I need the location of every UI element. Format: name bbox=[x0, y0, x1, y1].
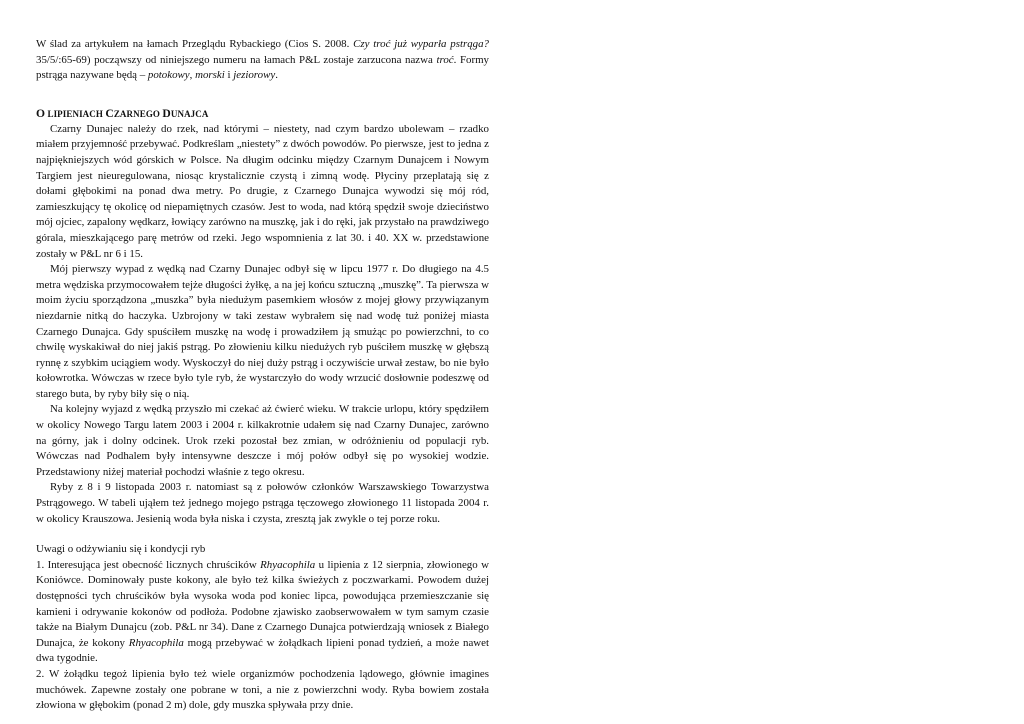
body-paragraph: Na kolejny wyjazd z wędką przyszło mi czekać aż ćwierć wieku. W trakcie urlopu, który spędziłem w okolicy Nowego Targu latem 2003 i 2004 r. kilkakrotnie udałem się nad Czarny Dunajec, zarówno na górny, jak i dolny odcinek. Urok rzeki pozostał bez zmian, w odróżnieniu od populacji ryb. Wówczas nad Podhalem były intensywne deszcze i mój połów odbył się po wysokiej wodzie. Przedstawiony niżej materiał pochodzi właśnie z tego okresu. bbox=[36, 403, 489, 478]
text-column bbox=[36, 37, 489, 714]
paragraph-gap bbox=[36, 527, 489, 542]
body-paragraph: Ryby z 8 i 9 listopada 2003 r. natomiast są z połowów członków Warszawskiego Towarzystwa Pstrągowego. W tabeli ująłem też jednego mojego pstrąga tęczowego złowionego 11 listopada 2004 r. w okolicy Krauszowa. Jesienią woda była niska i czysta, zresztą jak zwykle o tej porze roku. bbox=[36, 481, 489, 525]
note-1: 1. Interesująca jest obecność licznych chruścików Rhyacophila u lipienia z 12 sierpnia, złowionego w Koniówce. Dominowały puste kokony, ale było też kilka świeżych z poczwarkami. Powodem dużej dostępności tych chruścików była wysoka woda pod koniec lipca, powodująca przemieszczanie się kamieni i odrywanie kokonów od podłoża. Podobne zjawisko zaobserwowałem w tym samym czasie także na Białym Dunajcu (zob. P&L nr 34). Dane z Czarnego Dunajca potwierdzają wniosek z Białego Dunajca, że kokony Rhyacophila mogą przebywać w żołądkach lipieni ponad tydzień, a może nawet dwa tygodnie. bbox=[36, 558, 490, 665]
note-2: 2. W żołądku tegoż lipienia było też wiele organizmów pochodzenia lądowego, głównie imagines muchówek. Zapewne zostały one pobrane w toni, a nie z powierzchni wody. Ryba bowiem została złowiona w głębokim (ponad 2 m) dole, gdy muszka spływała przy dnie. bbox=[36, 667, 489, 712]
section-heading: O LIPIENIACH CZARNEGO DUNAJCA bbox=[36, 106, 209, 120]
body-paragraph: Czarny Dunajec należy do rzek, nad którymi – niestety, nad czym bardzo ubolewam – rzadko miałem przyjemność przebywać. Podkreślam „niestety” z dwóch powodów. Po pierwsze, jest to jedna z najpiękniejszych wód górskich w Polsce. Na długim odcinku między Czarnym Dunajcem i Nowym Targiem jest nieuregulowana, niosąc krystalicznie czystą i zimną wodę. Płyciny przeplatają się z dołami głębokimi na ponad dwa metry. Po drugie, z Czarnego Dunajca wywodzi się mój ród, zamieszkujący tę okolicę od niepamiętnych czasów. Jest to woda, nad którą spędził swoje dzieciństwo mój ojciec, zapalony wędkarz, łowiący zarówno na muszkę, jak i do ręki, jak przystało na prawdziwego górala, mieszkającego parę metrów od rzeki. Jego wspomnienia z lat 30. i 40. XX w. przedstawione zostały w P&L nr 6 i 15. bbox=[36, 122, 489, 260]
cited-article-title: Czy troć już wyparła pstrąga? bbox=[353, 38, 489, 50]
notes-title: Uwagi o odżywianiu się i kondycji ryb bbox=[36, 543, 206, 556]
body-paragraph: Mój pierwszy wypad z wędką nad Czarny Dunajec odbył się w lipcu 1977 r. Do długiego na 4.5 metra wędziska przymocowałem tejże długości żyłkę, a na jej końcu sztuczną „muszkę”. Ta pierwsza w moim życiu sporządzona „muszka” była niedużym pasemkiem włosów z mojej głowy przywiązanym niezdarnie nitką do haczyka. Uzbrojony w taki zestaw wybrałem się nad wodę tuż poniżej miasta Czarnego Dunajca. Gdy spuściłem muszkę na wodę i prowadziłem ją smużąc po powierzchni, to co chwilę wyskakiwał do niej jakiś pstrąg. Po złowieniu kilku niedużych ryb puściłem muszkę w głębszą rynnę z szybkim uciągiem wody. Wyskoczył do niej duży pstrąg i oczywiście urwał zestaw, bo nie było kołowrotka. Wówczas w rzece było tyle ryb, że wystarczyło do wody wrzucić dosłownie podeszwę od starego buta, by ryby biły się o nią. bbox=[36, 263, 489, 400]
intro-paragraph: W ślad za artykułem na łamach Przeglądu Rybackiego (Cios S. 2008. Czy troć już wyparła pstrąga? 35/5/:65-69) począwszy od niniejszego numeru na łamach P&L zostaje zarzucona nazwa troć. Formy pstrąga nazywane będą – potokowy, morski i jeziorowy. bbox=[36, 38, 489, 82]
taxon-name: Rhyacophila bbox=[260, 558, 316, 571]
taxon-name: Rhyacophila bbox=[128, 636, 184, 649]
